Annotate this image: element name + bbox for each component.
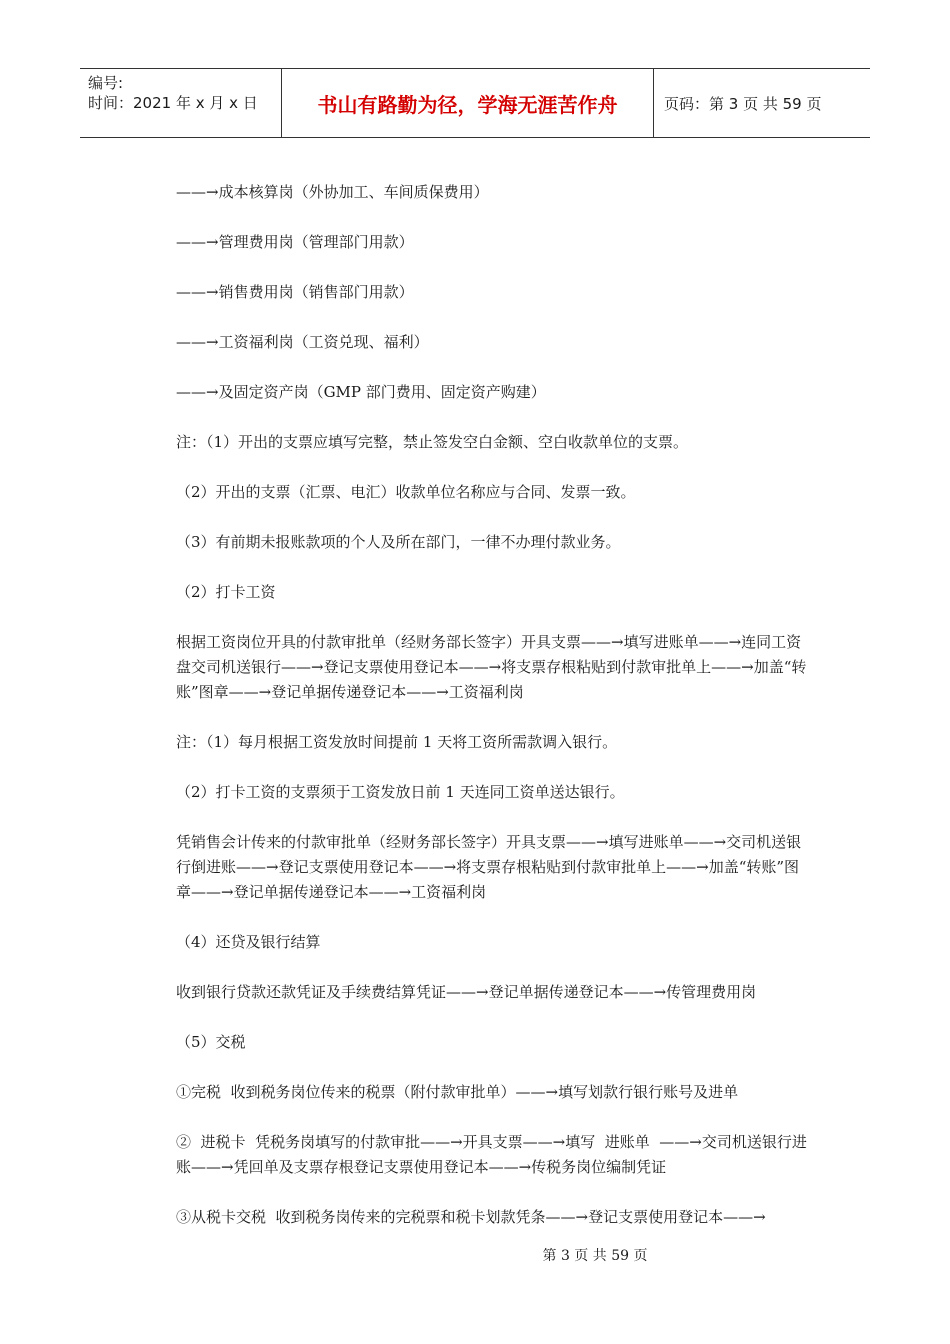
time-label: 时间：2021 年 x 月 x 日 <box>88 94 258 112</box>
paragraph: （2）打卡工资的支票须于工资发放日前 1 天连同工资单送达银行。 <box>176 783 625 801</box>
code-label: 编号: <box>88 74 124 92</box>
header-page-info: 页码：第 3 页 共 59 页 <box>664 94 822 113</box>
paragraph: ③从税卡交税 收到税务岗传来的完税票和税卡划款凭条——→登记支票使用登记本——→ <box>176 1208 766 1226</box>
paragraph: 根据工资岗位开具的付款审批单（经财务部长签字）开具支票——→填写进账单——→连同工资盘交司机送银行——→登记支票使用登记本——→将支票存根粘贴到付款审批单上——→加盖“转账”图章——→登记单据传递登记本——→工资福利岗 <box>176 633 807 701</box>
paragraph: （2）开出的支票（汇票、电汇）收款单位名称应与合同、发票一致。 <box>176 483 636 501</box>
paragraph: （5）交税 <box>176 1033 246 1051</box>
paragraph: （4）还贷及银行结算 <box>176 933 321 951</box>
paragraph: （3）有前期未报账款项的个人及所在部门，一律不办理付款业务。 <box>176 533 621 551</box>
page-header <box>80 68 870 138</box>
paragraph: ——→工资福利岗（工资兑现、福利） <box>176 333 429 351</box>
paragraph: 收到银行贷款还款凭证及手续费结算凭证——→登记单据传递登记本——→传管理费用岗 <box>176 983 757 1001</box>
paragraph: ——→及固定资产岗（GMP 部门费用、固定资产购建） <box>176 383 546 401</box>
page-footer: 第 3 页 共 59 页 <box>542 1248 648 1264</box>
paragraph: ——→销售费用岗（销售部门用款） <box>176 283 414 301</box>
paragraph: ①完税 收到税务岗位传来的税票（附付款审批单）——→填写划款行银行账号及进单 <box>176 1083 739 1101</box>
paragraph: ——→成本核算岗（外协加工、车间质保费用） <box>176 183 489 201</box>
header-meta <box>80 69 282 137</box>
paragraph: （2）打卡工资 <box>176 583 276 601</box>
paragraph: 注：（1）开出的支票应填写完整，禁止签发空白金额、空白收款单位的支票。 <box>176 433 689 451</box>
paragraph: ——→管理费用岗（管理部门用款） <box>176 233 414 251</box>
paragraph: ② 进税卡 凭税务岗填写的付款审批——→开具支票——→填写 进账单 ——→交司机送银行进账——→凭回单及支票存根登记支票使用登记本——→传税务岗位编制凭证 <box>176 1133 807 1176</box>
paragraph: 注：（1）每月根据工资发放时间提前 1 天将工资所需款调入银行。 <box>176 733 618 751</box>
paragraph: 凭销售会计传来的付款审批单（经财务部长签字）开具支票——→填写进账单——→交司机送银行倒进账——→登记支票使用登记本——→将支票存根粘贴到付款审批单上——→加盖“转账”图章——→登记单据传递登记本——→工资福利岗 <box>176 833 802 901</box>
motto-title: 书山有路勤为径，学海无涯苦作舟 <box>282 69 654 137</box>
